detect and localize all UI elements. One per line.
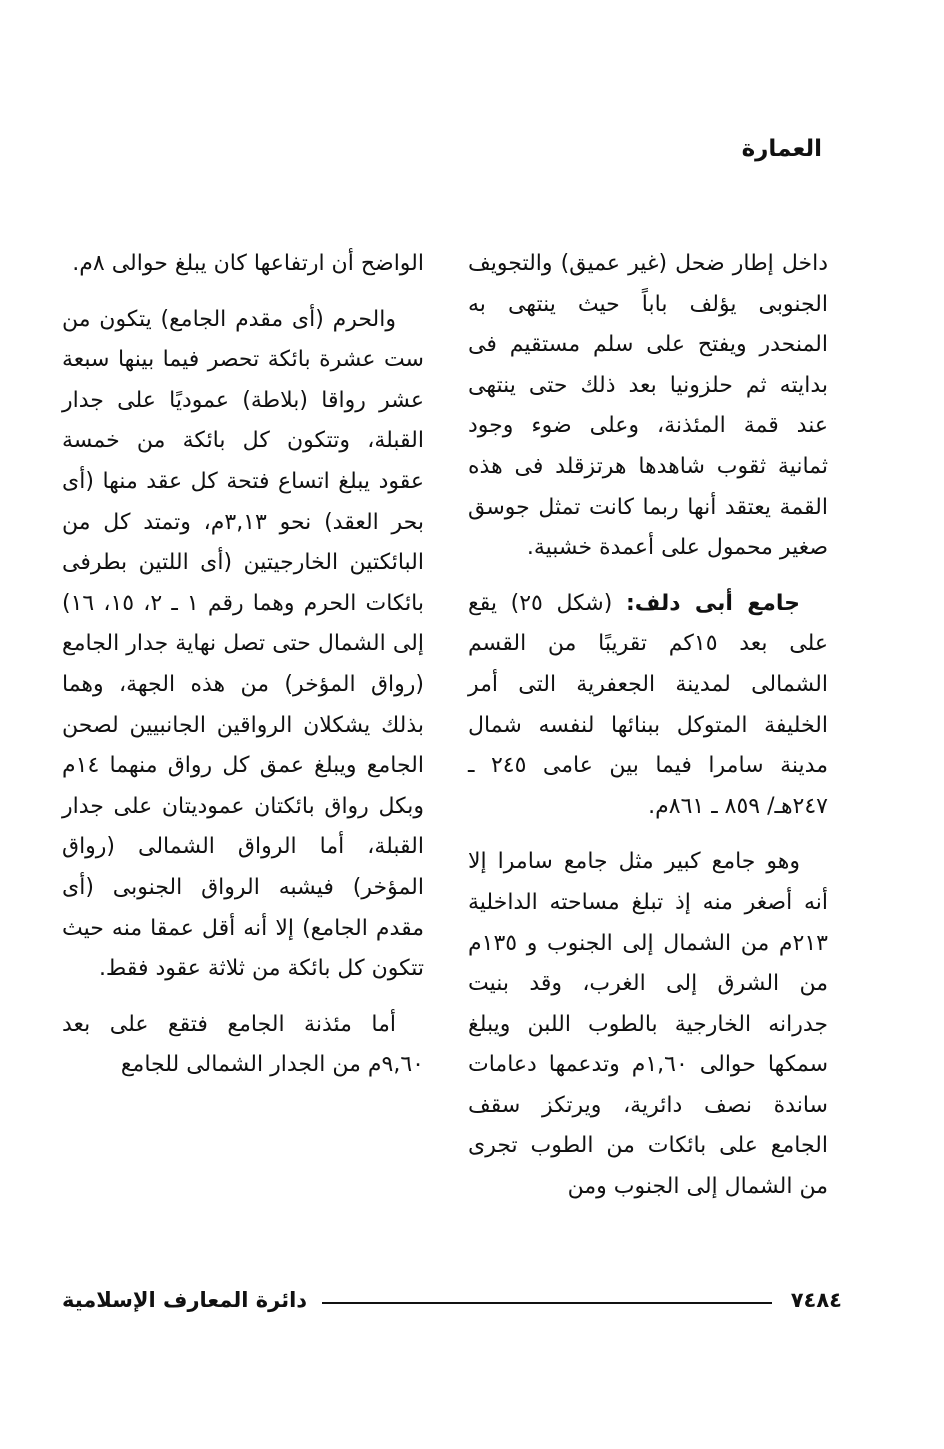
paragraph: وهو جامع كبير مثل جامع سامرا إلا أنه أصغر منه إذ تبلغ مساحته الداخلية ٢١٣م من الشمال إلى الجنوب و ١٣٥م من الشرق إلى الغرب، وقد بنيت جدرانه الخارجية بالطوب اللبن ويبلغ سمكها حوالى ١,٦٠م وتدعمها دعامات ساندة نصف دائرية، ويرتكز سقف الجامع على بائكات من الطوب تجرى من الشمال إلى الجنوب ومن xyxy=(468,849,828,1200)
paragraph: داخل إطار ضحل (غير عميق) والتجويف الجنوبى يؤلف باباً حيث ينتهى به المنحدر ويفتح على سلم مستقيم فى بدايته ثم حلزونيا بعد ذلك حتى ينتهى عند قمة المئذنة، وعلى ضوء وجود ثمانية ثقوب شاهدها هرتزقلد فى هذه القمة يعتقد أنها ربما كانت تمثل جوسق صغير محمول على أعمدة خشبية. xyxy=(468,251,828,561)
footer-divider xyxy=(322,1302,772,1304)
paragraph: أما مئذنة الجامع فتقع على بعد ٩,٦٠م من الجدار الشمالى للجامع xyxy=(62,1011,424,1078)
paragraph-body: (شكل ٢٥) يقع على بعد ١٥كم تقريبًا من القسم الشمالى لمدينة الجعفرية التى أمر الخليفة المتوكل ببنائها لنفسه شمال مدينة سامرا فيما بين عامى ٢٤٥ ـ ٢٤٧هـ/ ٨٥٩ ـ ٨٦١م. xyxy=(468,590,828,819)
right-column xyxy=(468,244,828,1223)
paragraph-lead-term: جامع أبى دلف: xyxy=(625,590,800,616)
paragraph: والحرم (أى مقدم الجامع) يتكون من ست عشرة بائكة تحصر فيما بينها سبعة عشر رواقا (بلاطة) عموديًا على جدار القبلة، وتتكون كل بائكة من خمسة عقود يبلغ اتساع فتحة كل عقد منها (أى بحر العقد) نحو ٣,١٣م، وتمتد كل من البائكتين الخارجيتين (أى اللتين بطرفى بائكات الحرم وهما رقم ١ ـ ٢، ١٥، ١٦) إلى الشمال حتى تصل نهاية جدار الجامع (رواق المؤخر) من هذه الجهة، وهما بذلك يشكلان الرواقين الجانبيين لصحن الجامع ويبلغ عمق كل رواق منهما ١٤م وبكل رواق بائكتان عموديتان على جدار القبلة، أما الرواق الشمالى (رواق المؤخر) فيشبه الرواق الجنوبى (أى مقدم الجامع) إلا أنه أقل عمقا منه حيث تتكون كل بائكة من ثلاثة عقود فقط. xyxy=(62,306,425,982)
paragraph-abu-dulaf xyxy=(468,584,828,828)
page-number: ٧٤٨٤ xyxy=(790,1288,842,1312)
page-header: العمارة xyxy=(741,136,822,162)
page-footer xyxy=(62,1288,842,1318)
left-column xyxy=(62,244,424,1101)
paragraph: الواضح أن ارتفاعها كان يبلغ حوالى ٨م. xyxy=(72,251,424,276)
publication-title: دائرة المعارف الإسلامية xyxy=(62,1288,308,1312)
